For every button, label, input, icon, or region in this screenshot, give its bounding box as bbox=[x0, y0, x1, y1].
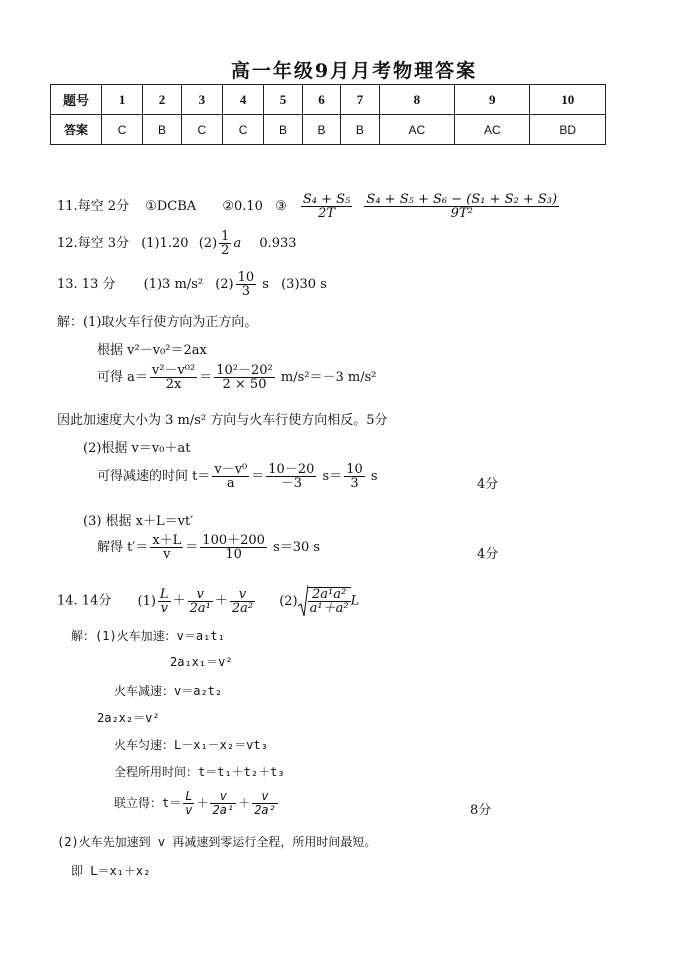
q14-l6-frac-1 bbox=[183, 790, 194, 817]
question-number-cell: 1 bbox=[102, 85, 143, 115]
header-answer: 答案 bbox=[51, 115, 102, 145]
q13-l5-f2-den: －3 bbox=[280, 476, 302, 491]
q14-l6-frac-2 bbox=[210, 790, 236, 817]
question-number-cell: 3 bbox=[181, 85, 222, 115]
q14-a1-plus-2: ＋ bbox=[214, 593, 228, 609]
answer-cell: AC bbox=[455, 115, 530, 145]
q14-a1-frac-3 bbox=[230, 588, 255, 615]
q14-answer-2-var: L bbox=[350, 593, 360, 609]
q13-l2-f2-num: 10²－20² bbox=[216, 363, 273, 378]
q13-l2-equals: ＝ bbox=[199, 370, 213, 385]
question-number-row bbox=[51, 85, 606, 115]
answer-cell: C bbox=[181, 115, 222, 145]
answer-table bbox=[50, 84, 606, 145]
q14-a1-f3-den: 2a² bbox=[231, 600, 254, 616]
q13-l7-f1-num: x＋L bbox=[152, 533, 182, 548]
q13-l7-equals: ＝ bbox=[185, 540, 199, 555]
q13-solution-title: 解：(1)取火车行使方向为正方向。 bbox=[57, 315, 258, 330]
q13-line-4: (2)根据 v＝v₀＋at bbox=[83, 441, 191, 456]
q13-score-2: 4分 bbox=[477, 477, 499, 492]
answer-cell: C bbox=[223, 115, 264, 145]
q13-l2-prefix: 可得 a＝ bbox=[97, 370, 148, 385]
q14-l6-f2-num: v bbox=[210, 790, 236, 804]
q14-answer-1-prefix: (1) bbox=[137, 593, 156, 609]
q14-l6-f3-den: 2a² bbox=[254, 803, 276, 817]
q14-line-8: 即 L＝x₁＋x₂ bbox=[71, 864, 151, 878]
q12-a2-denominator: 2 bbox=[221, 243, 230, 258]
q12-answer-1: (1)1.20 bbox=[141, 236, 189, 251]
header-question-number: 题号 bbox=[51, 85, 102, 115]
q13-line-2 bbox=[97, 364, 376, 391]
q11-f1-denominator: 2T bbox=[318, 206, 336, 221]
q13-line-1: 根据 v²－v₀²＝2ax bbox=[97, 343, 207, 358]
q11-f2-denominator: 9T² bbox=[450, 206, 473, 221]
q13-a2-denominator: 3 bbox=[241, 284, 251, 299]
answer-cell: C bbox=[102, 115, 143, 145]
q14-a1-f2-den: 2a¹ bbox=[189, 600, 211, 616]
q13-a2-numerator: 10 bbox=[237, 270, 255, 285]
q13-l5-f1-den: a bbox=[226, 476, 235, 491]
q11-f1-numerator: S₄ + S₅ bbox=[302, 192, 351, 207]
q13-l2-f1-num: v²－v⁰² bbox=[151, 363, 196, 378]
q12-answer-2-var: a bbox=[233, 236, 242, 251]
q14-a1-plus-1: ＋ bbox=[172, 593, 186, 609]
question-number-cell: 4 bbox=[223, 85, 264, 115]
q13-answer-1: (1)3 m/s² bbox=[143, 277, 204, 292]
q14-score: 8分 bbox=[470, 803, 492, 818]
q13-l2-frac-2 bbox=[214, 364, 275, 391]
q13-l5-prefix: 可得减速的时间 t＝ bbox=[97, 469, 211, 484]
q14-l6-f1-num: L bbox=[185, 789, 193, 803]
q14-line-4: 火车匀速：L－x₁－x₂＝vt₃ bbox=[114, 738, 268, 752]
q11-answer-3-marker: ③ bbox=[275, 199, 287, 214]
q14-line-3: 2a₂x₂＝v² bbox=[97, 711, 160, 725]
q13-l5-f3-num: 10 bbox=[346, 462, 363, 477]
question-number-cell: 2 bbox=[143, 85, 181, 115]
q13-l5-f2-num: 10－20 bbox=[268, 462, 315, 477]
page-title: 高一年级9月月考物理答案 bbox=[230, 60, 478, 82]
q13-l5-mid: s＝ bbox=[322, 469, 343, 484]
q14-a2-num: 2a¹a² bbox=[308, 588, 351, 602]
q13-score-3: 4分 bbox=[477, 547, 499, 562]
q11-answer-2: ②0.10 bbox=[222, 199, 263, 214]
q13-l7-frac-2 bbox=[200, 534, 267, 561]
q12-answer-2-prefix: (2) bbox=[198, 236, 218, 251]
q12-answer-3: 0.933 bbox=[259, 236, 297, 251]
q13-line-7 bbox=[97, 534, 320, 561]
q11-fraction-2 bbox=[364, 193, 559, 220]
q13-l2-f1-den: 2x bbox=[165, 377, 182, 392]
q14-label: 14. 14分 bbox=[57, 593, 112, 609]
q14-a2-frac bbox=[308, 587, 351, 615]
q13-l2-frac-1 bbox=[150, 364, 197, 391]
q13-line-5 bbox=[97, 463, 378, 490]
q13-l7-f1-den: v bbox=[163, 547, 171, 562]
q12-line bbox=[57, 230, 297, 257]
question-number-cell: 7 bbox=[341, 85, 379, 115]
q13-l7-prefix: 解得 t′＝ bbox=[97, 540, 149, 555]
answer-cell: B bbox=[302, 115, 340, 145]
q13-line-6: (3) 根据 x＋L＝vt′ bbox=[83, 514, 194, 529]
q13-line bbox=[57, 271, 327, 298]
q13-answer-2-prefix: (2) bbox=[215, 277, 234, 292]
q14-l6-f1-den: v bbox=[185, 803, 193, 817]
q13-l5-frac-1 bbox=[212, 463, 249, 490]
q14-line-5: 全程所用时间：t＝t₁＋t₂＋t₃ bbox=[114, 765, 285, 779]
answer-cell: BD bbox=[530, 115, 606, 145]
q13-l5-f3-den: 3 bbox=[350, 476, 359, 491]
q14-a1-frac-2 bbox=[188, 588, 213, 615]
q11-fraction-1 bbox=[301, 193, 352, 220]
q14-solution-title: 解：(1)火车加速：v＝a₁t₁ bbox=[71, 629, 225, 643]
q14-l6-plus-2: ＋ bbox=[238, 796, 251, 810]
q11-f2-numerator: S₄ + S₅ + S₆ − (S₁ + S₂ + S₃) bbox=[366, 192, 558, 207]
q14-a1-frac-1 bbox=[158, 588, 171, 615]
q14-line bbox=[57, 584, 359, 618]
question-number-cell: 9 bbox=[455, 85, 530, 115]
q11-label: 11.每空 2分 bbox=[57, 199, 130, 214]
q13-l5-equals: ＝ bbox=[251, 469, 265, 484]
q14-l6-f3-num: v bbox=[252, 790, 278, 804]
q13-answer-3: (3)30 s bbox=[281, 277, 327, 292]
q14-l6-frac-3 bbox=[252, 790, 278, 817]
q14-l6-prefix: 联立得：t＝ bbox=[114, 796, 182, 810]
q14-a1-f1-den: v bbox=[160, 600, 168, 616]
q13-label: 13. 13 分 bbox=[57, 277, 116, 292]
q13-l7-f2-den: 10 bbox=[225, 547, 242, 562]
q11-answer-1: ①DCBA bbox=[145, 199, 197, 214]
q14-a2-den: a¹＋a² bbox=[309, 601, 349, 616]
answer-row bbox=[51, 115, 606, 145]
q13-l7-result: s＝30 s bbox=[273, 540, 321, 555]
q14-a1-f1-num: L bbox=[159, 586, 169, 602]
answer-cell: B bbox=[264, 115, 302, 145]
q12-answer-2-fraction bbox=[219, 230, 231, 257]
question-number-cell: 5 bbox=[264, 85, 302, 115]
q13-answer-2-unit: s bbox=[262, 277, 269, 292]
q14-line-7: (2)火车先加速到 v 再减速到零运行全程，所用时间最短。 bbox=[57, 835, 377, 849]
answer-cell: AC bbox=[379, 115, 454, 145]
q13-l7-frac-1 bbox=[150, 534, 183, 561]
q13-l5-frac-2 bbox=[266, 463, 316, 490]
question-number-cell: 8 bbox=[379, 85, 454, 115]
q12-label: 12.每空 3分 bbox=[57, 236, 130, 251]
q14-answer-2-prefix: (2) bbox=[279, 593, 298, 609]
q14-l6-f2-den: 2a¹ bbox=[212, 803, 235, 817]
answer-cell: B bbox=[341, 115, 379, 145]
q14-answer-2-sqrt bbox=[298, 584, 351, 618]
q14-l6-plus-1: ＋ bbox=[196, 796, 209, 810]
q13-l5-frac-3 bbox=[344, 463, 365, 490]
q13-l5-unit: s bbox=[370, 469, 378, 484]
q14-line-2: 火车减速：v＝a₂t₂ bbox=[114, 684, 223, 698]
q13-l2-result: m/s²＝－3 m/s² bbox=[280, 370, 377, 385]
q14-line-1: 2a₁x₁＝v² bbox=[170, 655, 233, 669]
q13-line-3: 因此加速度大小为 3 m/s² 方向与火车行使方向相反。5分 bbox=[57, 413, 388, 428]
q12-a2-numerator: 1 bbox=[221, 229, 230, 244]
q13-answer-2-fraction bbox=[236, 271, 257, 298]
q13-l2-f2-den: 2 × 50 bbox=[222, 377, 267, 392]
question-number-cell: 6 bbox=[302, 85, 340, 115]
q14-line-6 bbox=[114, 790, 280, 817]
sqrt-icon bbox=[298, 584, 308, 618]
question-number-cell: 10 bbox=[530, 85, 606, 115]
q14-a1-f3-num: v bbox=[230, 588, 255, 602]
q13-l5-f1-num: v－v⁰ bbox=[214, 462, 248, 477]
q13-l7-f2-num: 100＋200 bbox=[202, 533, 265, 548]
q11-line bbox=[57, 193, 561, 220]
answer-cell: B bbox=[143, 115, 181, 145]
q14-a1-f2-num: v bbox=[188, 588, 213, 602]
